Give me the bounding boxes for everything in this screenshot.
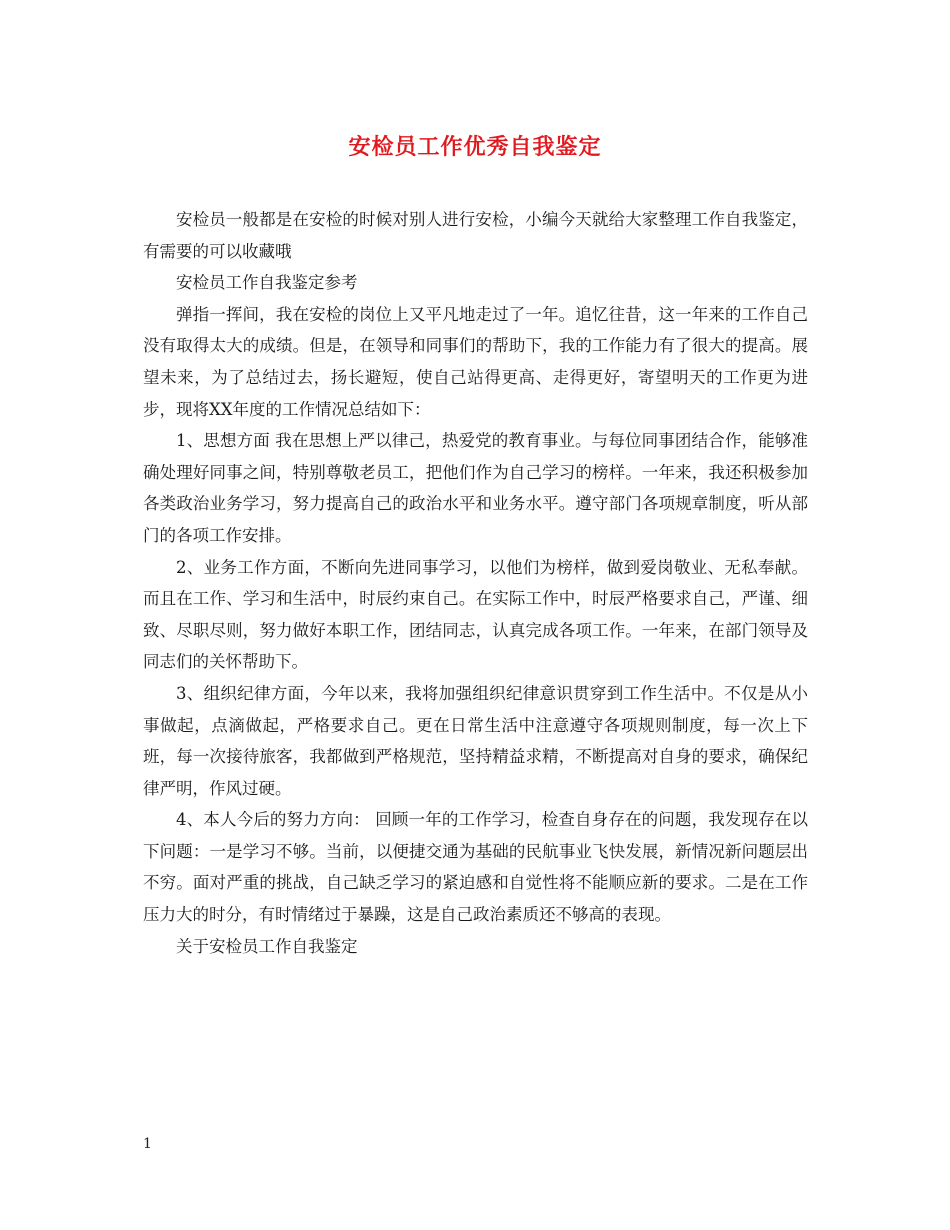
document-title: 安检员工作优秀自我鉴定 xyxy=(348,134,602,160)
paragraph-ideology: 1、思想方面 我在思想上严以律己，热爱党的教育事业。与每位同事团结合作，能够准确处理好同事之间，特别尊敬老员工，把他们作为自己学习的榜样。一年来，我还积极参加各类政治业务学习，努力提高自己的政治水平和业务水平。遵守部门各项规章制度，听从部门的各项工作安排。 xyxy=(143,431,808,545)
paragraph-business: 2、业务工作方面，不断向先进同事学习，以他们为榜样，做到爱岗敬业、无私奉献。而且在工作、学习和生活中，时辰约束自己。在实际工作中，时辰严格要求自己，严谨、细致、尽职尽则，努力做好本职工作，团结同志，认真完成各项工作。一年来，在部门领导及同志们的关怀帮助下。 xyxy=(143,557,808,672)
paragraph-subheading: 安检员工作自我鉴定参考 xyxy=(176,273,358,293)
paragraph-future: 4、本人今后的努力方向： 回顾一年的工作学习，检查自身存在的问题，我发现存在以下问题：一是学习不够。当前，以便捷交通为基础的民航事业飞快发展，新情况新问题层出不穷。面对严重的挑战，自己缺乏学习的紧迫感和自觉性将不能顺应新的要求。二是在工作压力大的时分，有时情绪过于暴躁，这是自己政治素质还不够高的表现。 xyxy=(143,810,808,925)
paragraph-intro: 安检员一般都是在安检的时候对别人进行安检，小编今天就给大家整理工作自我鉴定，有需要的可以收藏哦 xyxy=(143,210,808,261)
paragraph-discipline: 3、组织纪律方面，今年以来，我将加强组织纪律意识贯穿到工作生活中。不仅是从小事做起，点滴做起，严格要求自己。更在日常生活中注意遵守各项规则制度，每一次上下班，每一次接待旅客，我都做到严格规范，坚持精益求精，不断提高对自身的要求，确保纪律严明，作风过硬。 xyxy=(143,683,808,798)
page-number: 1 xyxy=(143,1136,152,1152)
paragraph-opening: 弹指一挥间，我在安检的岗位上又平凡地走过了一年。追忆往昔，这一年来的工作自己没有取得太大的成绩。但是，在领导和同事们的帮助下，我的工作能力有了很大的提高。展望未来，为了总结过去，扬长避短，使自己站得更高、走得更好，寄望明天的工作更为进步，现将XX年度的工作情况总结如下： xyxy=(143,304,808,419)
document-body xyxy=(143,204,808,962)
paragraph-closing-heading: 关于安检员工作自我鉴定 xyxy=(176,936,358,956)
